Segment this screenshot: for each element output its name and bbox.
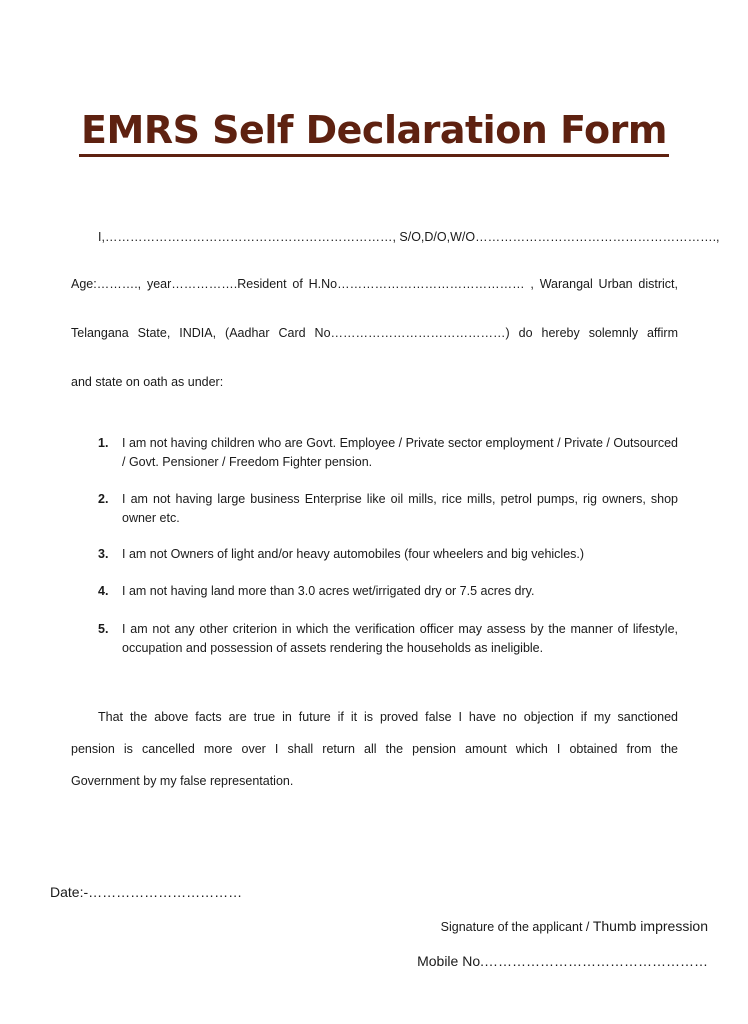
list-item-number: 4. [98,584,109,598]
list-item-number: 3. [98,547,109,561]
date-field: Date:-…………………………… [50,884,243,900]
list-item-number: 2. [98,492,109,506]
list-item-text: I am not having children who are Govt. Employee / Private sector employment / Private / Outsourced / Govt. Pensioner / Freedom Fighter pension. [122,436,678,469]
list-item-text: I am not Owners of light and/or heavy automobiles (four wheelers and big vehicles.) [122,547,585,561]
thumb-impression-label: Thumb impression [592,918,708,934]
intro-line-1: I,……………………………………………………………, S/O,D/O,W/O…………………………………………………., [98,230,720,244]
mobile-field: Mobile No.………………………………………… [417,953,708,969]
list-item-number: 5. [98,622,109,636]
list-item-text: I am not any other criterion in which the verification officer may assess by the manner of lifestyle, occupation and possession of assets rendering the households as ineligible. [122,622,678,655]
closing-line-2: pension is cancelled more over I shall return all the pension amount which I obtained from the [71,742,678,756]
list-item-number: 1. [98,436,109,450]
signature-label: Signature of the applicant / [440,920,593,934]
signature-line [441,917,708,936]
list-item-text: I am not having large business Enterprise like oil mills, rice mills, petrol pumps, rig owners, shop owner etc. [122,492,678,525]
intro-line-3: Telangana State, INDIA, (Aadhar Card No……………………………………) do hereby solemnly affirm [71,326,678,340]
list-item [98,582,678,601]
form-title-wrap [0,108,748,157]
list-item [98,434,678,472]
intro-line-2: Age:………., year…………….Resident of H.No……………………………………… , Warangal Urban district, [71,277,678,291]
page-title: EMRS Self Declaration Form [79,108,669,157]
list-item-text: I am not having land more than 3.0 acres wet/irrigated dry or 7.5 acres dry. [122,584,535,598]
list-item [98,620,678,658]
closing-line-3: Government by my false representation. [71,774,294,788]
closing-line-1: That the above facts are true in future if it is proved false I have no objection if my sanctioned [98,710,678,724]
list-item [98,545,678,564]
list-item [98,490,678,528]
intro-line-4: and state on oath as under: [71,375,224,389]
